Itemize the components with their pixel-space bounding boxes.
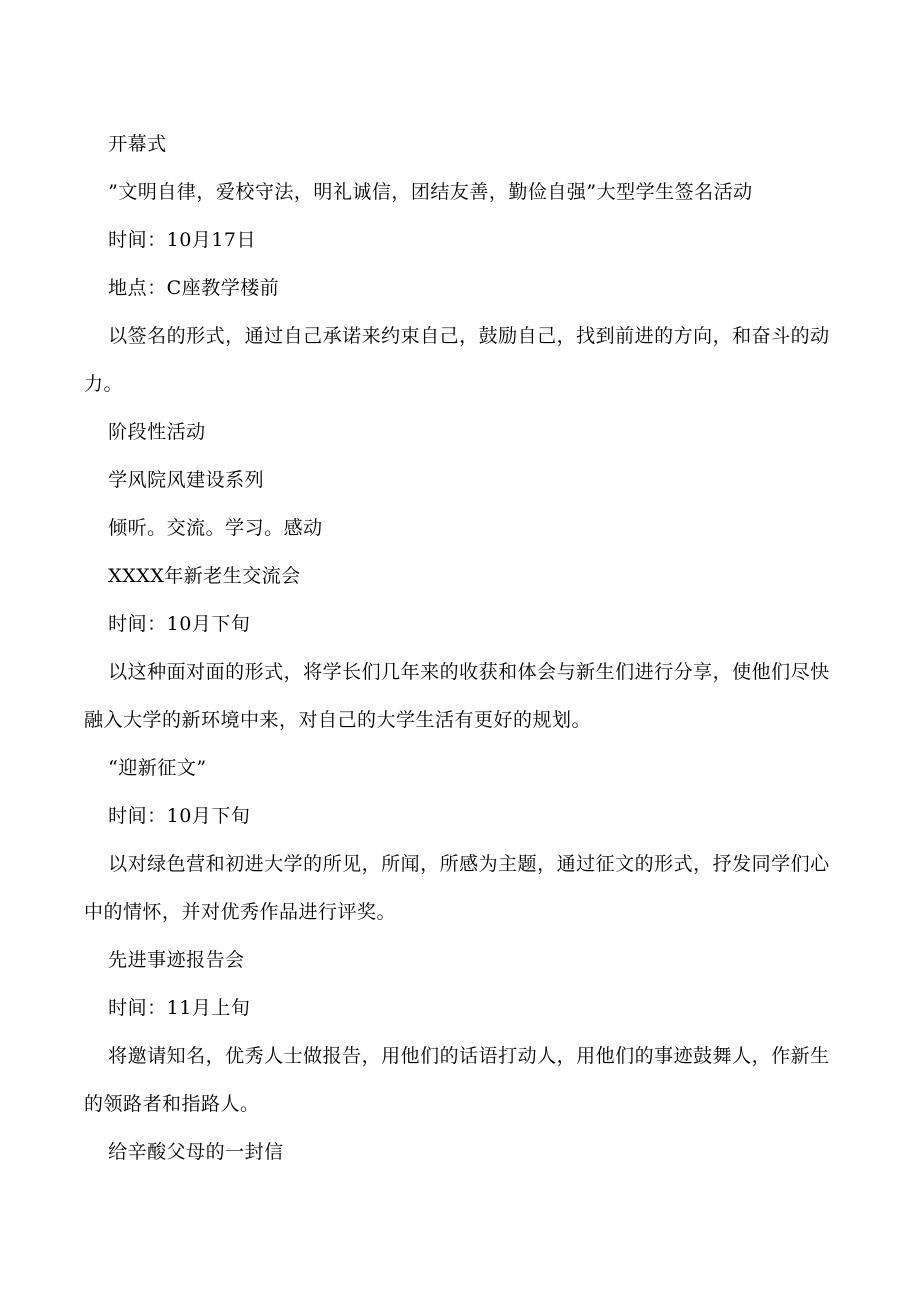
activity-title-essay: “迎新征文” xyxy=(108,757,207,779)
section-heading-stage: 阶段性活动 xyxy=(108,421,206,443)
document-body xyxy=(84,120,836,1176)
activity-time: 时间：11月上旬 xyxy=(108,997,251,1019)
activity-title-report: 先进事迹报告会 xyxy=(108,949,245,971)
activity-time: 时间：10月下旬 xyxy=(108,613,251,635)
activity-location: 地点：C座教学楼前 xyxy=(108,277,280,299)
activity-description: 将邀请知名，优秀人士做报告，用他们的话语打动人，用他们的事迹鼓舞人，作新生的领路者和指路人。 xyxy=(84,1045,830,1115)
section-heading-opening: 开幕式 xyxy=(108,133,167,155)
activity-title-exchange: XXXX年新老生交流会 xyxy=(108,565,301,587)
activity-time: 时间：10月下旬 xyxy=(108,805,251,827)
series-slogan: 倾听。交流。学习。感动 xyxy=(108,517,323,539)
activity-description: 以签名的形式，通过自己承诺来约束自己，鼓励自己，找到前进的方向，和奋斗的动力。 xyxy=(84,325,830,395)
activity-description: 以这种面对面的形式，将学长们几年来的收获和体会与新生们进行分享，使他们尽快融入大学的新环境中来，对自己的大学生活有更好的规划。 xyxy=(84,661,830,731)
activity-time: 时间：10月17日 xyxy=(108,229,257,251)
series-title: 学风院风建设系列 xyxy=(108,469,265,491)
activity-description: 以对绿色营和初进大学的所见，所闻，所感为主题，通过征文的形式，抒发同学们心中的情怀，并对优秀作品进行评奖。 xyxy=(84,853,830,923)
activity-title-letter: 给辛酸父母的一封信 xyxy=(108,1141,284,1163)
activity-title-signature: ”文明自律，爱校守法，明礼诚信，团结友善，勤俭自强”大型学生签名活动 xyxy=(108,181,753,203)
